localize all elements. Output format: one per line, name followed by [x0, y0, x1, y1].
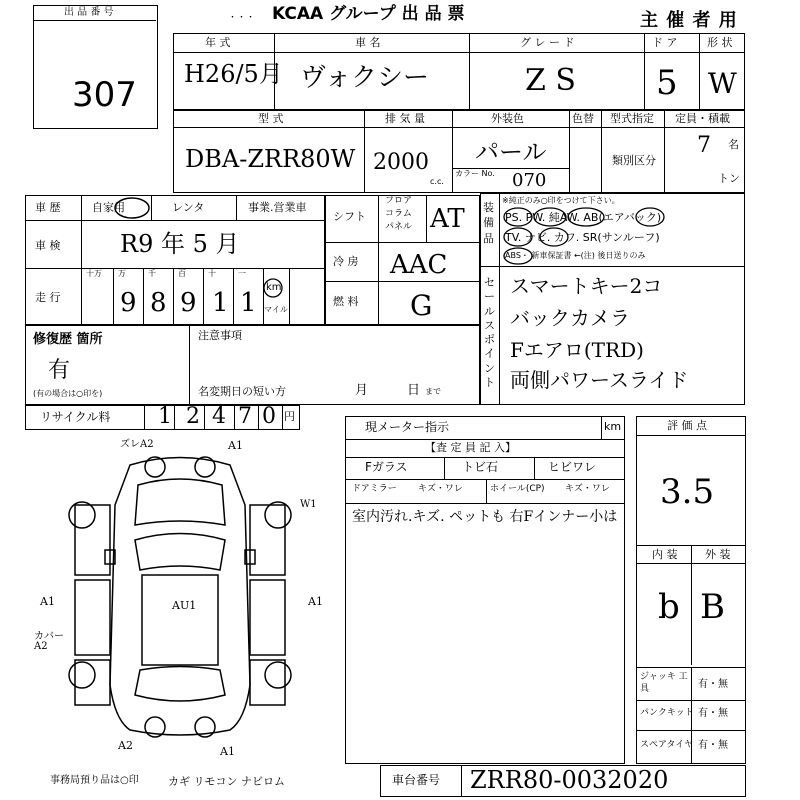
equipment-row2[interactable]: TV. ナビ. カワ. SR(サンルーフ) [505, 231, 660, 244]
body-value: W [708, 67, 737, 100]
fuel-value: G [410, 289, 433, 322]
equipment-row3[interactable]: ABS・ 新車保証書 ←(注) 後日送りのみ [505, 251, 646, 260]
exterior-label: 外 装 [705, 548, 731, 561]
displacement-value: 2000 [373, 150, 429, 175]
recycle-digit-1: 2 [186, 404, 200, 429]
mirror-label: ドアミラー [352, 484, 397, 494]
mileage-unit-1: 万 [118, 269, 126, 278]
business-label: 事業.営業車 [248, 201, 307, 214]
model-label: 型 式 [258, 112, 284, 125]
capacity-value: 7 [697, 133, 711, 158]
mileage-unit-4: 十 [208, 269, 216, 278]
mark-rear-right: A1 [220, 745, 235, 758]
form-title: KCAA グループ 出 品 票 [272, 4, 465, 24]
evaluation-score: 3.5 [660, 472, 715, 512]
office-items: カギ リモコン ナビロム [168, 775, 285, 788]
sales-point-4: 両側パワースライド [510, 368, 689, 392]
mileage-label: 走 行 [35, 291, 61, 304]
wheel-label: ホイール(CP) [490, 484, 545, 494]
organizer-label: 主 催 者 用 [640, 10, 738, 31]
puncture-value[interactable]: 有・無 [698, 708, 728, 719]
chassis-value: ZRR80-0032020 [470, 766, 669, 794]
doors-value: 5 [656, 63, 678, 103]
private-use-label: 自家用 [92, 201, 125, 214]
meter-unit: km [604, 420, 622, 433]
deadline-label: 名変期日の短い方 [198, 385, 286, 398]
mark-windshield: W1 [300, 499, 317, 510]
office-note: 事務局預り品は○印 [50, 775, 139, 786]
mirror-options: キズ・ワレ [418, 484, 463, 494]
sales-point-2: バックカメラ [510, 306, 630, 330]
km-label: km [266, 282, 282, 293]
name-label: 車 名 [355, 36, 381, 49]
mileage-unit-5: 一 [238, 269, 246, 278]
doors-label: ド ア [652, 36, 678, 49]
category-label: 類別区分 [612, 154, 656, 167]
mileage-digit-3: 9 [180, 288, 197, 318]
caution-label: 注意事項 [198, 329, 242, 342]
name-value: ヴォクシー [300, 63, 429, 93]
chip-label: トビ石 [462, 460, 499, 474]
lot-number-label: 出 品 番 号 [64, 7, 114, 18]
inspection-value: R9 年 5 月 [120, 230, 240, 258]
jack-value[interactable]: 有・無 [698, 679, 728, 690]
mark-rear-left: A2 [118, 739, 133, 752]
exterior-value: B [700, 587, 725, 627]
equipment-note: ※純正のみ○印をつけて下さい。 [502, 196, 620, 205]
mile-label: マイル [264, 305, 288, 314]
puncture-label: パンクキット [640, 708, 694, 718]
mark-right-side: A1 [308, 595, 323, 608]
body-label: 形 状 [707, 36, 733, 49]
load-unit: トン [718, 172, 740, 185]
ac-label: 冷 房 [333, 255, 359, 268]
lot-number-box [33, 5, 158, 129]
header-dots: ・・・ [228, 13, 256, 23]
repair-note: (有の場合は○印を) [33, 389, 103, 398]
mileage-unit-3: 百 [178, 269, 186, 278]
recycle-unit: 円 [284, 410, 295, 423]
color-no-value: 070 [512, 170, 547, 191]
repair-label: 修復歴 箇所 [33, 332, 103, 347]
displacement-unit: c.c. [430, 177, 444, 186]
car-diagram [60, 445, 300, 745]
lot-number-value: 307 [72, 75, 137, 115]
recycle-label: リサイクル料 [40, 410, 111, 424]
mileage-unit-0: 十万 [86, 269, 102, 278]
repair-value: 有 [48, 358, 71, 383]
mileage-digit-4: 1 [212, 288, 229, 318]
deadline-day: 日 [407, 383, 421, 398]
mileage-digit-2: 8 [150, 288, 167, 318]
mark-front-shift: ズレA2 [120, 439, 154, 450]
sales-point-label: セールスポイント [484, 276, 495, 390]
jack-label: ジャッキ 工 具 [640, 672, 688, 694]
rental-label: レンタ [172, 201, 205, 214]
deadline-until: まで [425, 387, 441, 396]
history-label: 車 歴 [35, 201, 61, 214]
wheel-options: キズ・ワレ [565, 484, 610, 494]
interior-value: b [658, 587, 680, 627]
fglass-label: Fガラス [365, 460, 408, 474]
ac-value: AAC [390, 250, 448, 280]
private-use-circle [112, 196, 152, 220]
spare-label: スペアタイヤ [640, 740, 694, 750]
floor-label: フロア [385, 196, 413, 206]
recycle-digit-3: 7 [238, 404, 252, 429]
inspector-comment: 室内汚れ.キズ. ペットも 右Fインナー小は [352, 509, 618, 525]
mark-cover: カバーA2 [34, 631, 64, 652]
deadline-month: 月 [355, 383, 369, 398]
color-no-label: カラー No. [455, 169, 495, 178]
type-designation-label: 型式指定 [610, 112, 654, 125]
column-label: コラム [385, 209, 412, 219]
shift-label: シフト [333, 210, 366, 223]
exterior-color-label: 外装色 [491, 112, 524, 125]
fuel-label: 燃 料 [333, 295, 359, 308]
shift-value: AT [430, 204, 465, 234]
model-value: DBA-ZRR80W [185, 145, 356, 173]
equipment-row1[interactable]: PS. PW. 純AW. AB(エアバック) [505, 211, 662, 224]
meter-label: 現メーター指示 [365, 420, 450, 434]
recycle-digit-4: 0 [262, 404, 276, 429]
crack-label: ヒビワレ [548, 460, 597, 474]
mark-front-right: A1 [228, 439, 243, 452]
mileage-digit-5: 1 [240, 288, 257, 318]
year-label: 年 式 [205, 36, 231, 49]
mileage-unit-2: 千 [148, 269, 156, 278]
grade-label: グ レ ー ド [520, 36, 575, 49]
recycle-digit-0: 1 [158, 404, 172, 429]
capacity-unit: 名 [728, 138, 739, 151]
mark-roof: AU1 [172, 599, 197, 612]
panel-label: パネル [385, 222, 413, 232]
sales-point-3: Fエアロ(TRD) [510, 338, 644, 362]
spare-value[interactable]: 有・無 [698, 740, 728, 751]
equipment-label: 装 備 品 [483, 201, 494, 245]
grade-value: Z S [525, 63, 576, 98]
equipment-circles [500, 205, 700, 265]
recycle-digit-2: 4 [212, 404, 226, 429]
inspection-label: 車 検 [35, 239, 61, 252]
evaluation-label: 評 価 点 [667, 419, 707, 432]
displacement-label: 排 気 量 [385, 112, 425, 125]
capacity-label: 定員・積載 [675, 112, 730, 125]
interior-label: 内 装 [652, 548, 678, 561]
km-circle [262, 277, 284, 299]
sales-point-1: スマートキー2コ [510, 274, 663, 298]
mileage-digit-1: 9 [120, 288, 137, 318]
mark-left-side: A1 [40, 595, 55, 608]
chassis-label: 車台番号 [392, 773, 441, 787]
inspector-header: 【査 定 員 記 入】 [425, 441, 516, 454]
exterior-color-value: パール [475, 138, 547, 166]
year-value: H26/5月 [184, 60, 283, 88]
color-change-label: 色替 [572, 112, 594, 125]
